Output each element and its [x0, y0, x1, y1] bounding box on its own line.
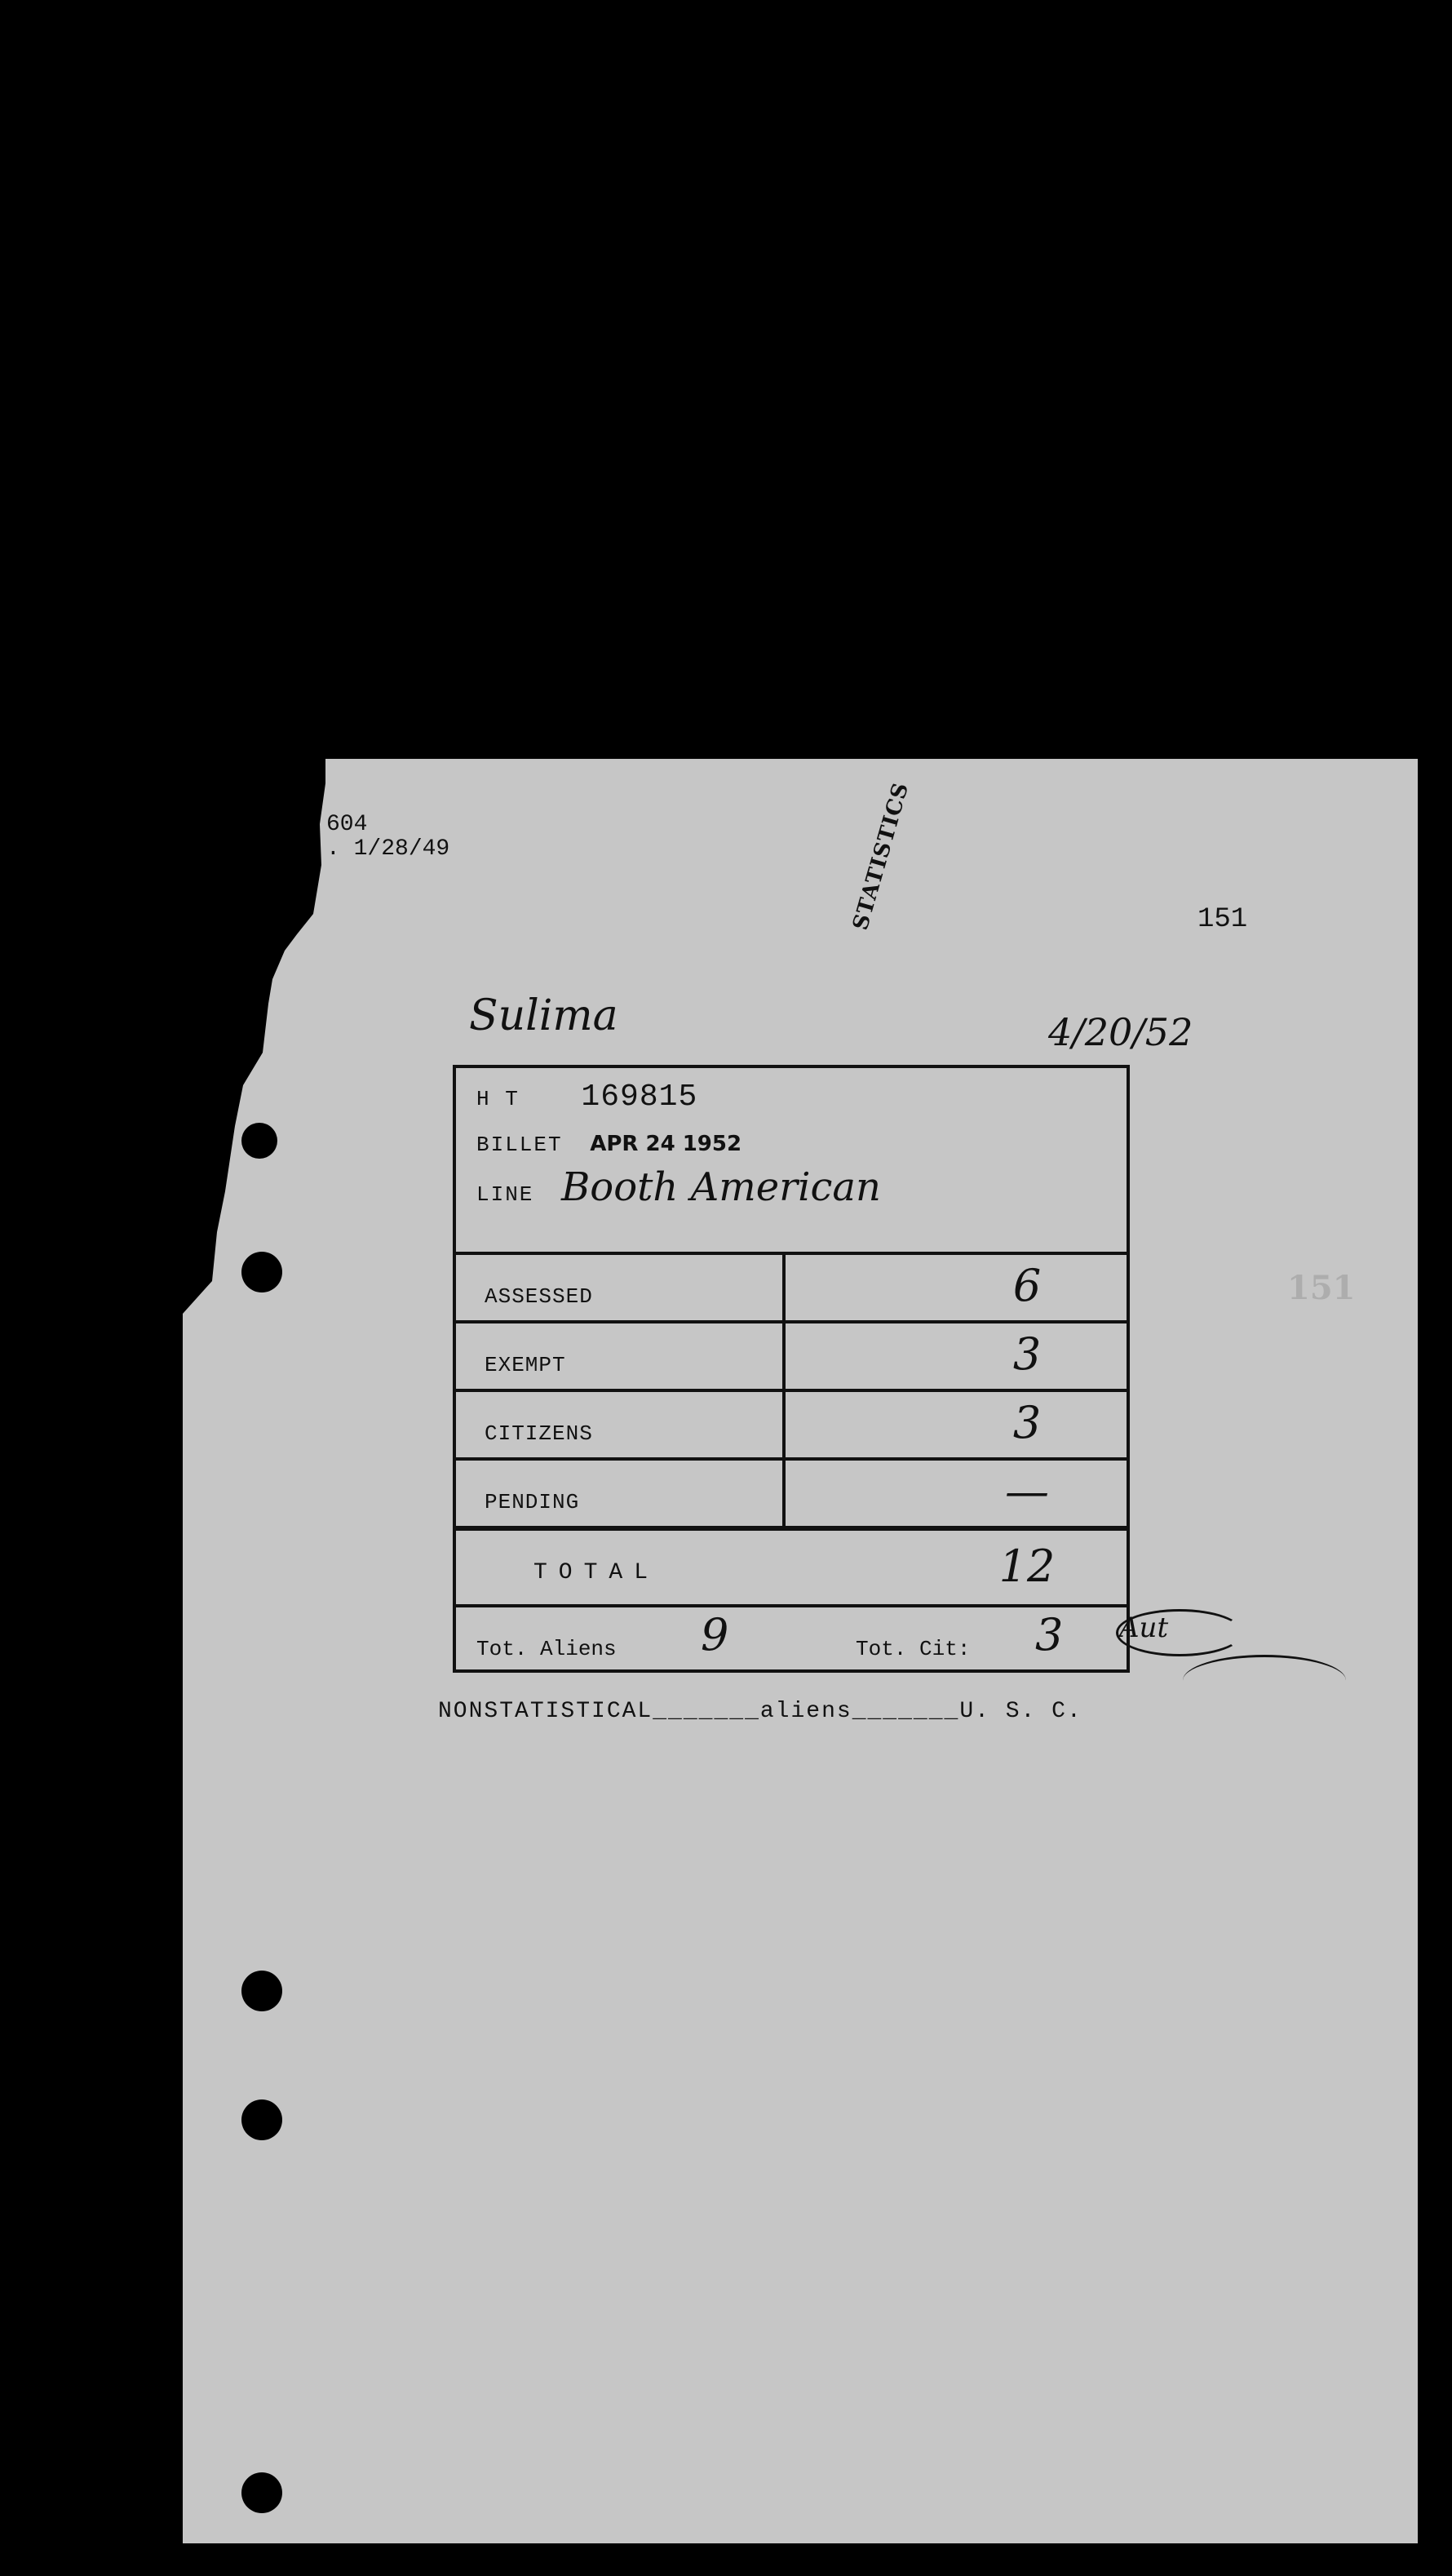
initials: Aut — [1119, 1612, 1169, 1644]
ht-number: 169815 — [581, 1080, 698, 1115]
punch-hole — [241, 1252, 282, 1292]
column-divider — [782, 1255, 786, 1320]
ship-name: Sulima — [469, 991, 618, 1040]
row-label: CITIZENS — [485, 1421, 593, 1446]
nonstatistical-line — [438, 1699, 1082, 1724]
punch-hole — [241, 1123, 277, 1159]
column-divider — [782, 1461, 786, 1526]
nonstat-label: NONSTATISTICAL — [438, 1699, 653, 1724]
row-pending — [456, 1457, 1127, 1526]
form-number: 604 — [326, 812, 368, 837]
page-number: 151 — [1197, 904, 1248, 935]
punch-hole — [241, 2472, 282, 2513]
row-value: 3 — [1012, 1397, 1042, 1448]
billet-date-stamp: APR 24 1952 — [590, 1132, 742, 1156]
ht-label: H T — [476, 1087, 520, 1111]
row-assessed — [456, 1252, 1127, 1320]
row-label: EXEMPT — [485, 1353, 566, 1377]
aliens-label: aliens — [759, 1699, 852, 1724]
punch-hole — [241, 2099, 282, 2140]
ht-row — [476, 1080, 697, 1115]
row-label: PENDING — [485, 1490, 580, 1514]
column-divider — [782, 1323, 786, 1389]
row-value: 6 — [1012, 1260, 1042, 1311]
handwritten-date: 4/20/52 — [1048, 1010, 1193, 1054]
statistics-stamp: STATISTICS — [848, 779, 914, 933]
billet-label: BILLET — [476, 1133, 563, 1157]
row-total — [456, 1526, 1127, 1604]
line-value: Booth American — [561, 1164, 881, 1210]
row-value: 3 — [1012, 1328, 1042, 1380]
row-value: — — [1005, 1465, 1049, 1517]
row-summary — [456, 1604, 1127, 1673]
row-label: ASSESSED — [485, 1284, 593, 1309]
usc-label: U. S. C. — [959, 1699, 1082, 1724]
total-aliens-value: 9 — [701, 1609, 729, 1660]
line-label: LINE — [476, 1182, 534, 1207]
total-value: 12 — [998, 1541, 1056, 1592]
blank-rule: _______ — [653, 1699, 760, 1724]
total-label: TOTAL — [533, 1560, 660, 1585]
row-exempt — [456, 1320, 1127, 1389]
punch-hole — [241, 1971, 282, 2011]
line-row — [476, 1164, 881, 1210]
ghost-page-number: 151 — [1287, 1269, 1356, 1307]
total-aliens-label: Tot. Aliens — [476, 1637, 617, 1661]
blank-rule: _______ — [852, 1699, 960, 1724]
form-revision: . 1/28/49 — [326, 836, 450, 862]
total-citizens-value: 3 — [1035, 1609, 1064, 1660]
counts-grid — [456, 1252, 1127, 1673]
signature-flourish — [1183, 1655, 1346, 1706]
statistics-card — [453, 1065, 1130, 1673]
column-divider — [782, 1392, 786, 1457]
billet-row — [476, 1132, 741, 1157]
row-citizens — [456, 1389, 1127, 1457]
total-citizens-label: Tot. Cit: — [856, 1637, 971, 1661]
